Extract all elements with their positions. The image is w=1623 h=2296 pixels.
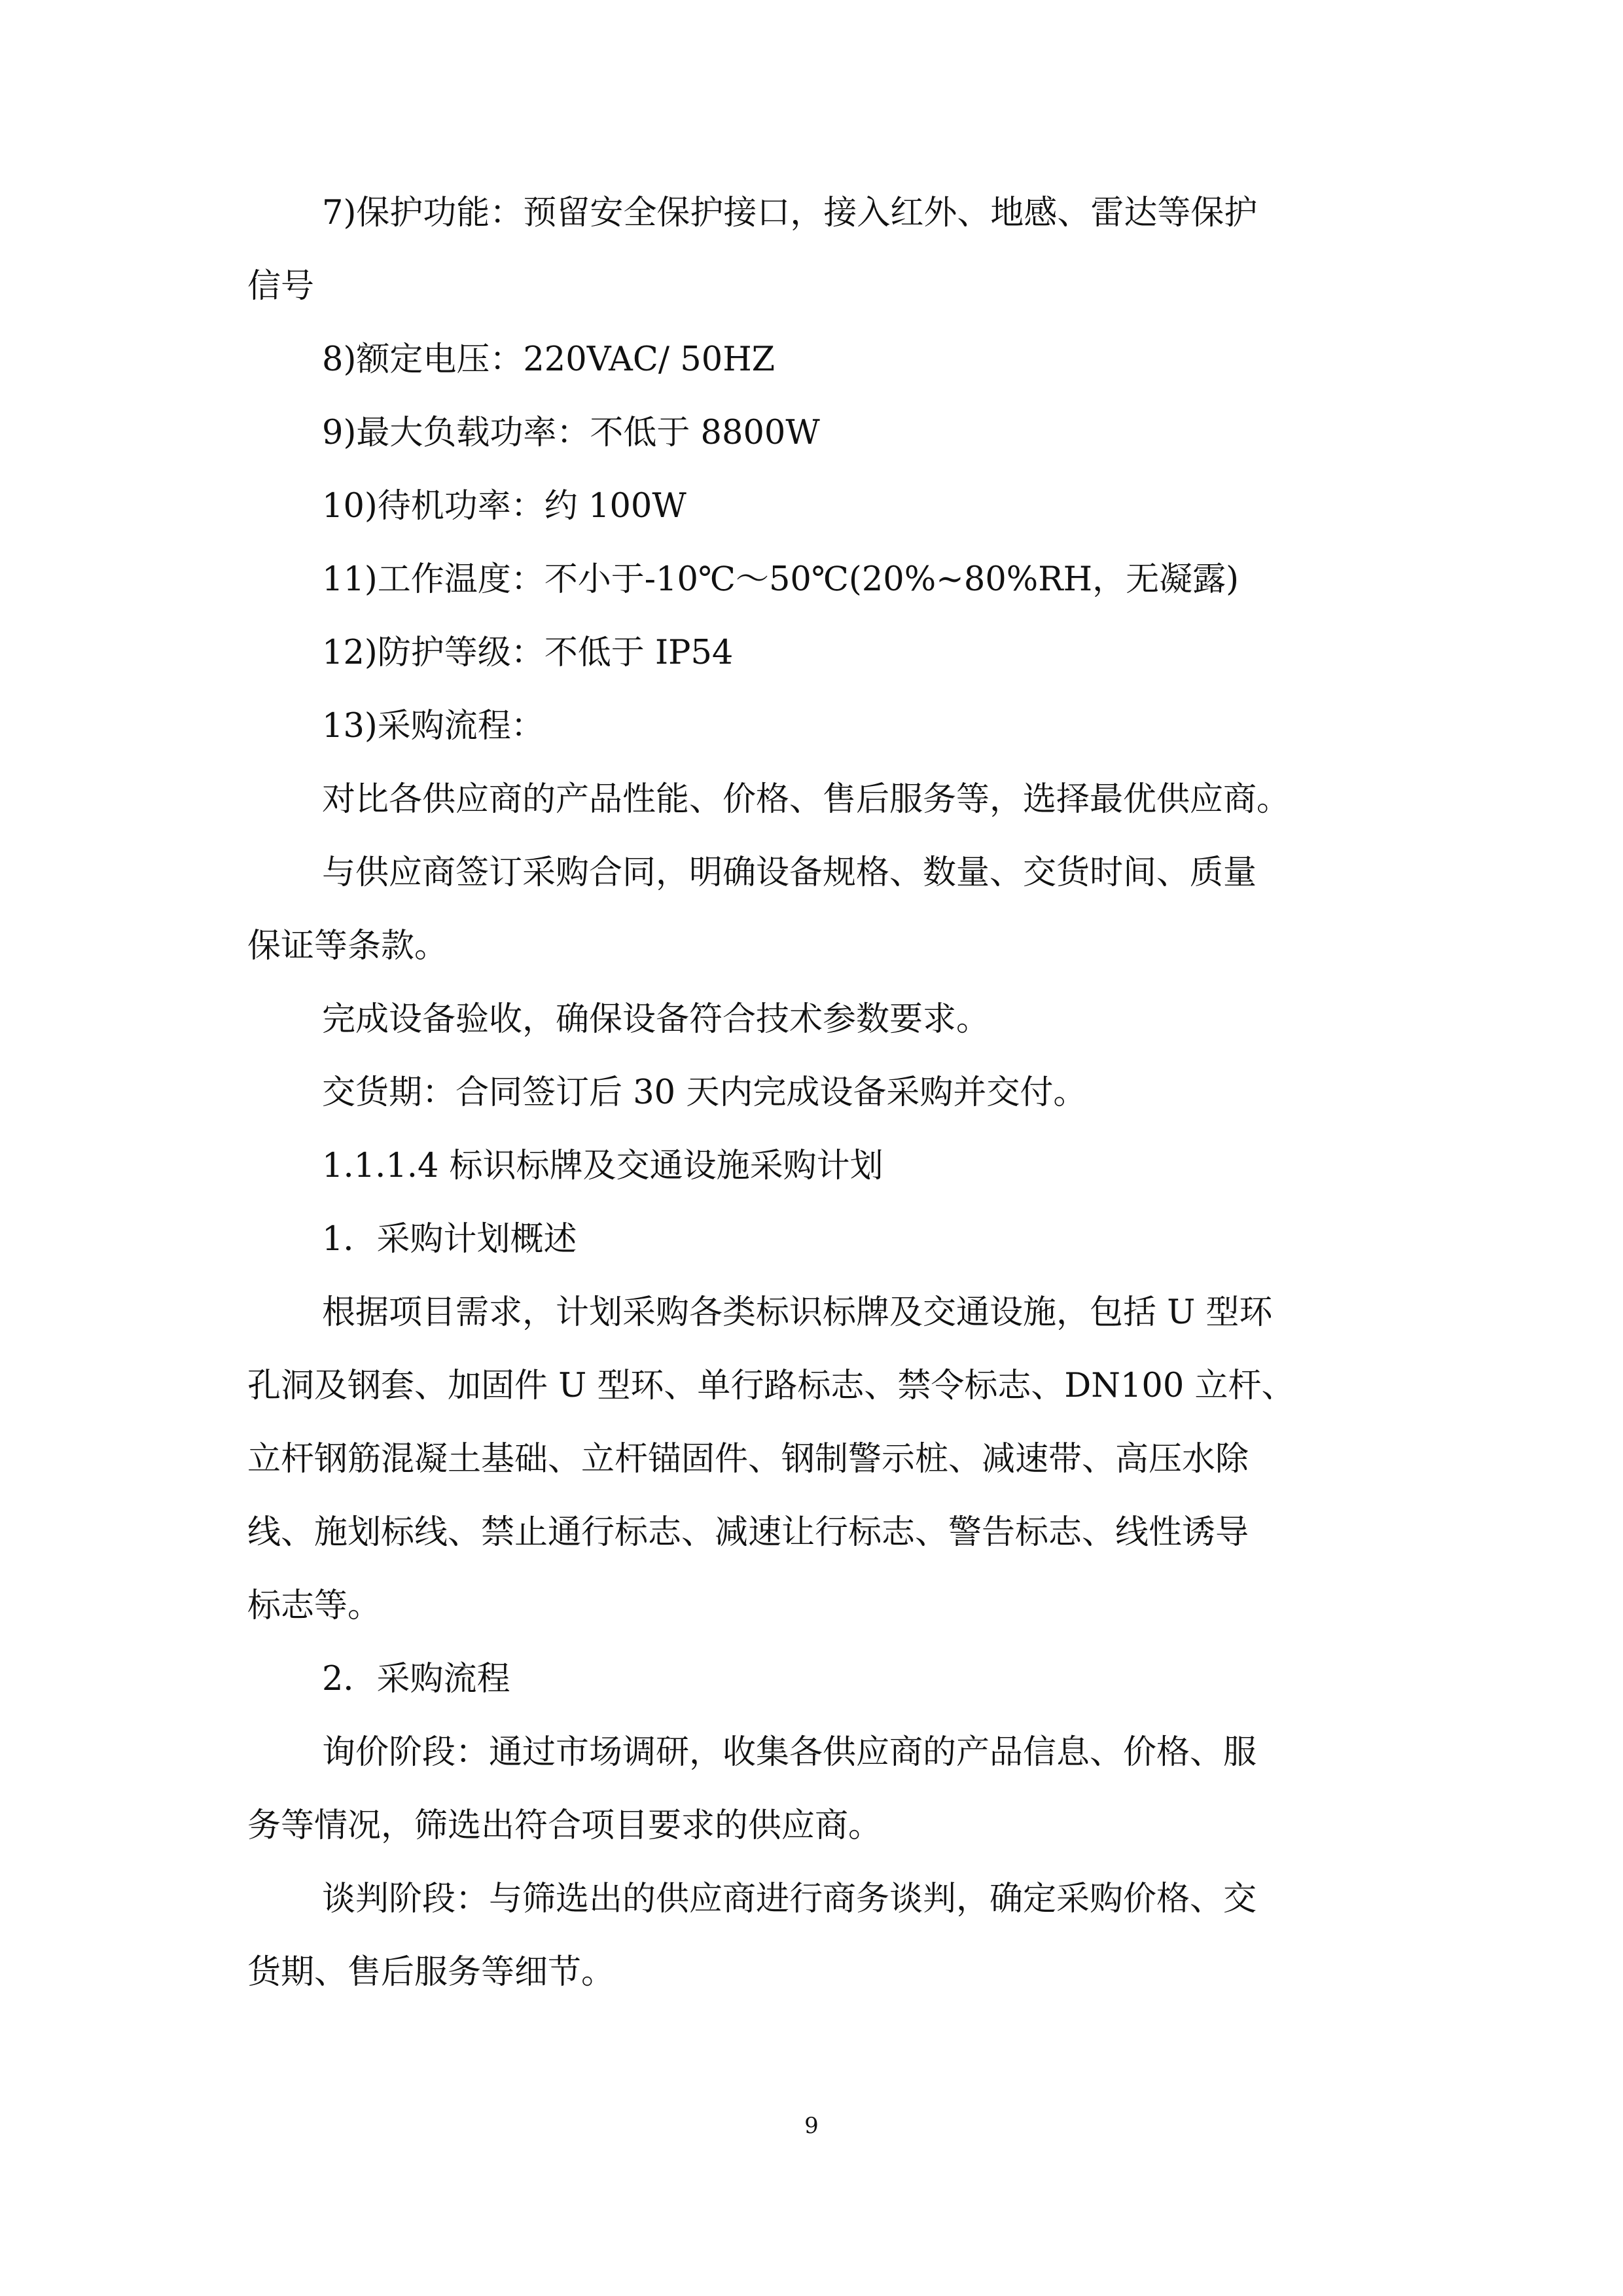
paragraph-line: 13)采购流程： xyxy=(322,707,544,745)
paragraph-line: 标志等。 xyxy=(247,1587,382,1625)
paragraph-line: 与供应商签订采购合同，明确设备规格、数量、交货时间、质量 xyxy=(322,853,1257,892)
paragraph-line: 交货期：合同签订后 30 天内完成设备采购并交付。 xyxy=(322,1073,1087,1112)
paragraph-line: 孔洞及钢套、加固件 U 型环、单行路标志、禁令标志、DN100 立杆、 xyxy=(247,1367,1295,1405)
paragraph-line: 对比各供应商的产品性能、价格、售后服务等，选择最优供应商。 xyxy=(322,780,1291,819)
paragraph-line: 询价阶段：通过市场调研，收集各供应商的产品信息、价格、服 xyxy=(322,1733,1257,1772)
document-body xyxy=(247,177,1387,2009)
paragraph-line: 根据项目需求，计划采购各类标识标牌及交通设施，包括 U 型环 xyxy=(322,1293,1273,1332)
paragraph-line: 11)工作温度：不小于-10℃～50℃(20%~80%RH，无凝露) xyxy=(322,560,1240,599)
section-heading: 1.1.1.4 标识标牌及交通设施采购计划 xyxy=(322,1147,883,1185)
paragraph-line: 线、施划标线、禁止通行标志、减速让行标志、警告标志、线性诱导 xyxy=(247,1513,1249,1552)
paragraph-line: 谈判阶段：与筛选出的供应商进行商务谈判，确定采购价格、交 xyxy=(322,1880,1257,1918)
paragraph-line: 货期、售后服务等细节。 xyxy=(247,1953,615,1992)
paragraph-line: 12)防护等级：不低于 IP54 xyxy=(322,634,734,672)
paragraph-line: 信号 xyxy=(247,267,315,306)
paragraph-line: 7)保护功能：预留安全保护接口，接入红外、地感、雷达等保护 xyxy=(322,194,1258,232)
page-number: 9 xyxy=(804,2113,819,2139)
paragraph-line: 立杆钢筋混凝土基础、立杆锚固件、钢制警示桩、减速带、高压水除 xyxy=(247,1440,1249,1479)
paragraph-line: 8)额定电压：220VAC/ 50HZ xyxy=(322,340,776,379)
subsection-heading: 2．采购流程 xyxy=(322,1660,510,1698)
paragraph-line: 完成设备验收，确保设备符合技术参数要求。 xyxy=(322,1000,990,1039)
paragraph-line: 10)待机功率：约 100W xyxy=(322,487,687,526)
paragraph-line: 务等情况，筛选出符合项目要求的供应商。 xyxy=(247,1806,882,1845)
subsection-heading: 1．采购计划概述 xyxy=(322,1220,577,1259)
paragraph-line: 保证等条款。 xyxy=(247,927,448,965)
paragraph-line: 9)最大负载功率：不低于 8800W xyxy=(322,414,820,452)
